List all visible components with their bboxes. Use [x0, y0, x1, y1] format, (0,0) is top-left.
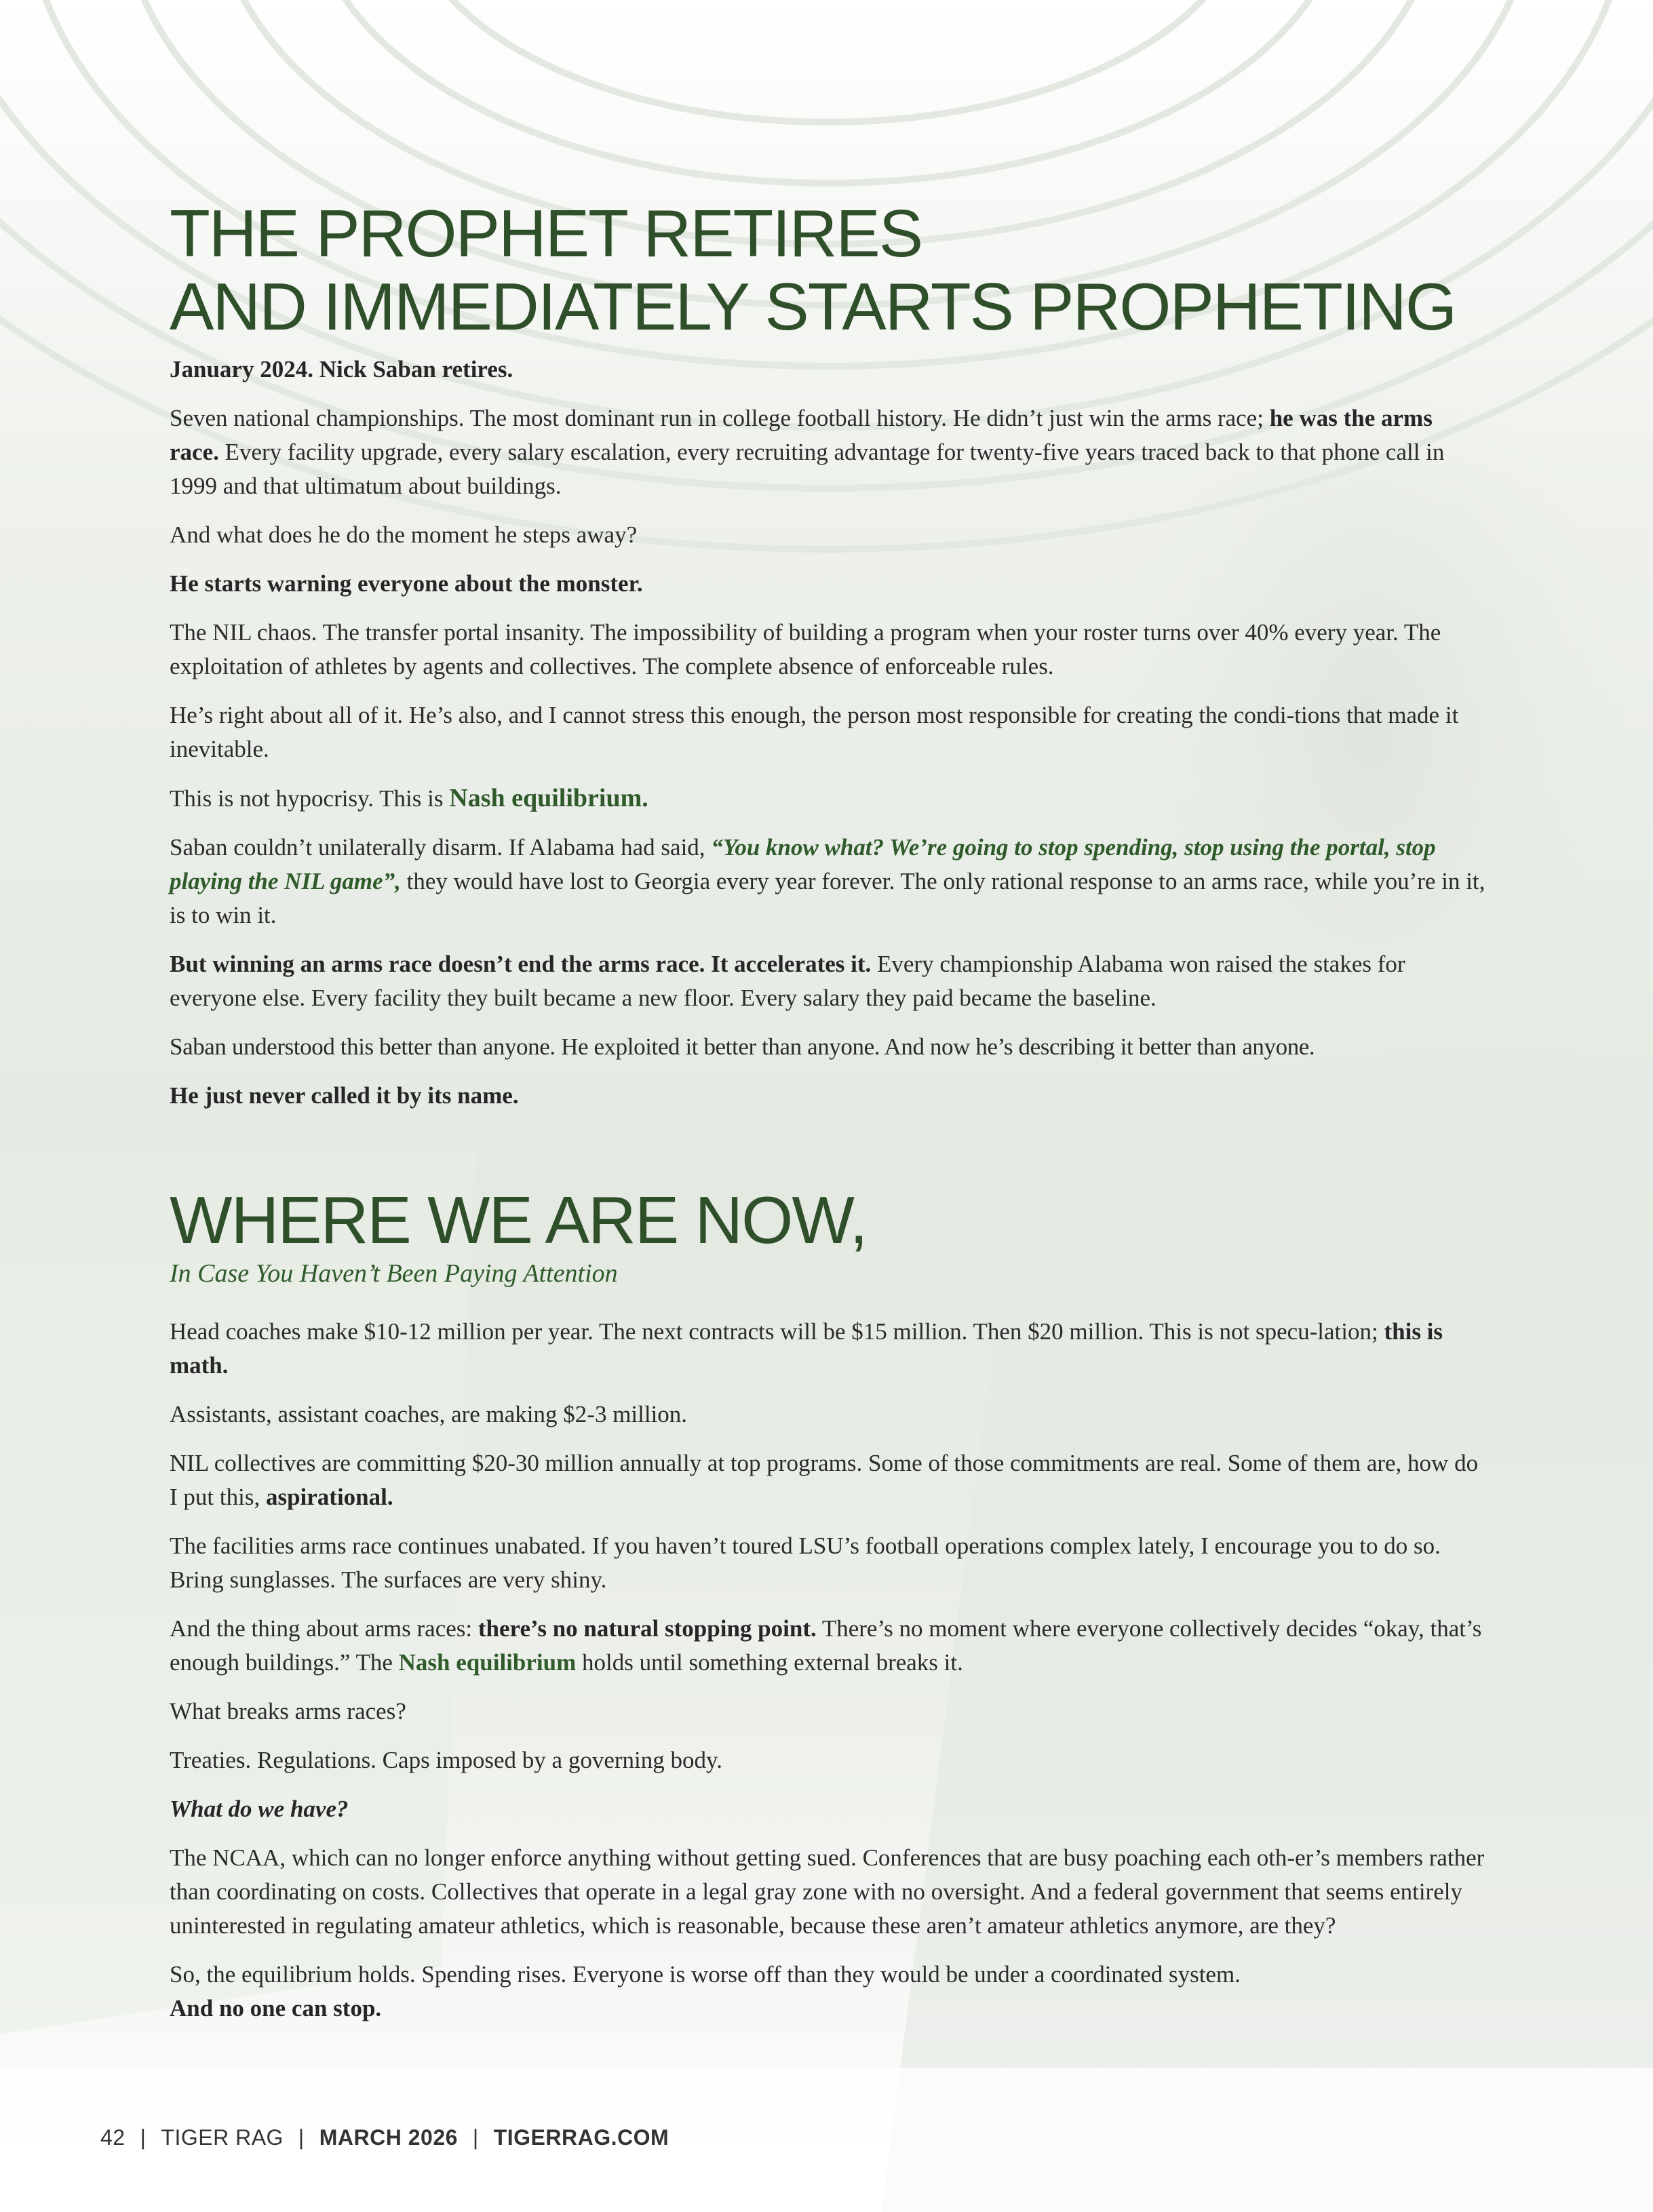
text-span: There’s no moment where everyone collectively decides “okay, that’s enough buildings.” The	[170, 1615, 1482, 1676]
paragraph: He’s right about all of it. He’s also, and I cannot stress this enough, the person most responsible for creating the condi-tions that made it inevitable.	[170, 702, 1459, 762]
bold-text: there’s no natural stopping point.	[478, 1615, 817, 1642]
section-title-where: WHERE WE ARE NOW,	[170, 1183, 867, 1257]
paragraph: The facilities arms race continues unabated. If you haven’t toured LSU’s football operations complex lately, I encourage you to do so. Bring sunglasses. The surfaces are very shiny.	[170, 1533, 1441, 1593]
paragraph	[170, 1958, 1485, 2026]
text-span: So, the equilibrium holds. Spending rises. Everyone is worse off than they would be under a coordinated system.	[170, 1961, 1241, 1988]
bold-italic-text: What do we have?	[170, 1796, 349, 1822]
paragraph: What breaks arms races?	[170, 1698, 406, 1724]
section-prophet	[170, 197, 1485, 1128]
text-span: Saban couldn’t unilaterally disarm. If Alabama had said,	[170, 834, 712, 861]
paragraph	[170, 567, 1485, 601]
text-span: And the thing about arms races:	[170, 1615, 478, 1642]
bold-text: He just never called it by its name.	[170, 1082, 519, 1109]
bold-text: aspirational.	[265, 1484, 393, 1510]
highlight-text: Nash equilibrium	[398, 1649, 577, 1676]
paragraph	[170, 1612, 1485, 1680]
page-number: 42	[100, 2125, 125, 2150]
page-footer	[100, 2125, 669, 2150]
paragraph: Treaties. Regulations. Caps imposed by a governing body.	[170, 1747, 722, 1773]
highlight-text: Nash equilibrium.	[449, 784, 648, 812]
footer-separator: |	[298, 2125, 305, 2150]
paragraph: And what does he do the moment he steps away?	[170, 521, 638, 548]
paragraph: The NIL chaos. The transfer portal insanity. The impossibility of building a program when your roster turns over 40% every year. The exploitation of athletes by agents and collectives. The complete absence of enforceable rules.	[170, 619, 1441, 679]
bold-text: he was the arms race.	[170, 405, 1433, 465]
text-span: NIL collectives are committing $20-30 million annually at top programs. Some of those commitments are real. Some of them are, how do I put this,	[170, 1450, 1479, 1510]
text-span: holds until something external breaks it.	[576, 1649, 963, 1676]
text-span: This is not hypocrisy. This is	[170, 785, 450, 812]
footer-separator: |	[140, 2125, 147, 2150]
title-line-2: AND IMMEDIATELY STARTS PROPHETING	[170, 269, 1456, 344]
bold-text: He starts warning everyone about the monster.	[170, 570, 643, 597]
text-span: they would have lost to Georgia every year forever. The only rational response to an arms race, while you’re in it, is to win it.	[170, 868, 1485, 928]
text-span: Seven national championships. The most dominant run in college football history. He didn’t just win the arms race;	[170, 405, 1270, 431]
section-title-prophet	[170, 197, 1485, 343]
text-span: Every facility upgrade, every salary escalation, every recruiting advantage for twenty-five years traced back to that phone call in 1999 and that ultimatum about buildings.	[170, 439, 1445, 499]
bold-text: this is math.	[170, 1318, 1443, 1379]
paragraph: The NCAA, which can no longer enforce anything without getting sued. Conferences that are busy poaching each oth-er’s members rather than coordinating on costs. Collectives that operate in a legal gray zone with no oversight. And a federal government that seems entirely uninterested in regulating amateur athletics, which is reasonable, because these aren’t amateur athletics anymore, are they?	[170, 1844, 1485, 1939]
paragraph	[170, 781, 1485, 816]
section-subtitle: In Case You Haven’t Been Paying Attention	[170, 1259, 618, 1288]
paragraph	[170, 1315, 1485, 1383]
bold-text: But winning an arms race doesn’t end the arms race. It accelerates it.	[170, 951, 872, 977]
title-line-1: THE PROPHET RETIRES	[170, 196, 922, 271]
paragraph	[170, 1079, 1485, 1113]
text-span: Every championship Alabama won raised the stakes for everyone else. Every facility they built became a new floor. Every salary they paid became the baseline.	[170, 951, 1405, 1011]
footer-separator: |	[472, 2125, 479, 2150]
paragraph	[170, 1446, 1485, 1514]
bold-text: January 2024. Nick Saban retires.	[170, 356, 513, 382]
paragraph: Assistants, assistant coaches, are making $2-3 million.	[170, 1401, 688, 1427]
paragraph	[170, 1792, 1485, 1826]
bold-text: And no one can stop.	[170, 1995, 382, 2021]
text-span: Head coaches make $10-12 million per year. The next contracts will be $15 million. Then $20 million. This is not specu-lation;	[170, 1318, 1384, 1345]
paragraph: Saban understood this better than anyone. He exploited it better than anyone. And now he’s describing it better than anyone.	[170, 1033, 1315, 1060]
quote-text: “You know what? We’re going to stop spending, stop using the portal, stop playing the NIL game”,	[170, 834, 1436, 894]
paragraph	[170, 831, 1485, 932]
paragraph	[170, 353, 1485, 387]
section-where-we-are	[170, 1183, 1485, 2040]
website-link[interactable]: TIGERRAG.COM	[493, 2125, 669, 2150]
paragraph	[170, 947, 1485, 1015]
publication-name: TIGER RAG	[161, 2125, 284, 2150]
paragraph	[170, 401, 1485, 503]
issue-date: MARCH 2026	[319, 2125, 458, 2150]
